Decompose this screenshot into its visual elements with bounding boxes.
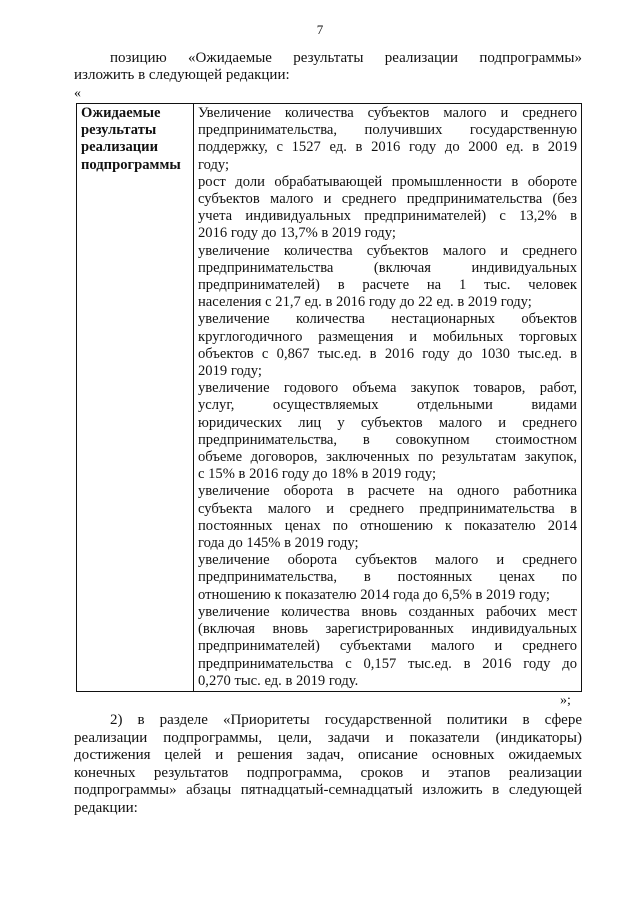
result-item-line: поддержку, с 1527 ед. в 2016 году до 2000 ед. в 2019 [198, 139, 577, 156]
closing-quote: »; [560, 693, 571, 708]
result-item-line: предпринимательства, в совокупном стоимостном [198, 431, 577, 448]
result-item-line: круглогодичного размещения и мобильных торговых [198, 328, 577, 345]
result-item-line: предпринимательства, получивших государственную [198, 122, 577, 139]
result-item-line: 2016 году до 13,7% в 2019 году; [198, 225, 396, 242]
result-item-line: увеличение количества нестационарных объектов [198, 311, 577, 328]
result-item [198, 311, 577, 380]
result-item-line: увеличение оборота в расчете на одного работника [198, 483, 577, 500]
result-item [198, 604, 577, 690]
result-item-line: увеличение количества субъектов малого и среднего [198, 242, 577, 259]
result-item-line: 0,270 тыс. ед. в 2019 году. [198, 672, 359, 689]
result-item-line: услуг, осуществляемых отдельными видами [198, 397, 577, 414]
result-item-line: (включая вновь зарегистрированных индивидуальных [198, 621, 577, 638]
result-item [198, 243, 577, 312]
result-item-line: 2019 году; [198, 363, 262, 380]
result-item-line: отношению к показателю 2014 года до 6,5% в 2019 году; [198, 586, 550, 603]
results-table [76, 103, 582, 692]
result-item-line: увеличение количества вновь созданных рабочих мест [198, 603, 577, 620]
result-item-line: объеме договоров, заключенных по результатам закупок, [198, 449, 577, 466]
result-item-line: Увеличение количества субъектов малого и среднего [198, 105, 577, 121]
paragraph-line: реализации подпрограммы, цели, задачи и показатели (индикаторы) [74, 729, 582, 746]
page-number: 7 [316, 22, 324, 37]
result-item-line: субъектов малого и среднего предпринимательства (без [198, 191, 577, 208]
result-item-line: рост доли обрабатывающей промышленности в обороте [198, 173, 577, 190]
result-item-line: предпринимательства, в постоянных ценах по [198, 569, 577, 586]
opening-quote: « [74, 86, 81, 101]
result-item [198, 380, 577, 483]
result-item-line: предпринимательства (включая индивидуальных [198, 259, 577, 276]
result-item-line: года до 145% в 2019 году; [198, 535, 359, 552]
result-item-line: с 15% в 2016 году до 18% в 2019 году; [198, 466, 436, 483]
result-item-line: предпринимателей) субъектами малого и среднего [198, 638, 577, 655]
intro-line: изложить в следующей редакции: [74, 67, 290, 83]
result-item-line: юридических лиц у субъектов малого и среднего [198, 414, 577, 431]
result-item-line: населения с 21,7 ед. в 2016 году до 22 ед. в 2019 году; [198, 294, 532, 311]
result-item [198, 105, 577, 174]
result-item-line: предпринимателей) в расчете на 1 тыс. человек [198, 277, 577, 294]
result-item-line: предпринимательства с 0,157 тыс.ед. в 2016 году до [198, 655, 577, 672]
result-item-line: субъекта малого и среднего предпринимательства в [198, 500, 577, 517]
paragraph-line: достижения целей и решения задач, описание основных ожидаемых [74, 747, 582, 764]
intro-paragraph [74, 50, 582, 84]
result-item-line: увеличение оборота субъектов малого и среднего [198, 552, 577, 569]
result-item [198, 174, 577, 243]
paragraph-line: подпрограммы» абзацы пятнадцатый-семнадцатый изложить в следующей [74, 782, 582, 799]
table-row [77, 104, 582, 692]
result-item-line: увеличение годового объема закупок товаров, работ, [198, 380, 577, 397]
result-item [198, 552, 577, 604]
table-body-cell [194, 104, 582, 692]
table-header-cell: Ожидаемые результаты реализации подпрограммы [77, 104, 194, 692]
result-item-line: постоянных ценах по отношению к показателю 2014 [198, 517, 577, 534]
paragraph-2 [74, 712, 582, 818]
result-item-line: объектов с 0,867 тыс.ед. в 2016 году до 1030 тыс.ед. в [198, 345, 577, 362]
result-item-line: учета индивидуальных предпринимателей) с 13,2% в [198, 208, 577, 225]
paragraph-line: 2) в разделе «Приоритеты государственной политики в сфере [110, 712, 582, 728]
paragraph-line: редакции: [74, 799, 138, 816]
intro-line: позицию «Ожидаемые результаты реализации подпрограммы» [110, 50, 582, 66]
paragraph-line: конечных результатов подпрограмма, сроков и этапов реализации [74, 764, 582, 781]
result-item-line: году; [198, 156, 230, 173]
result-item [198, 483, 577, 552]
